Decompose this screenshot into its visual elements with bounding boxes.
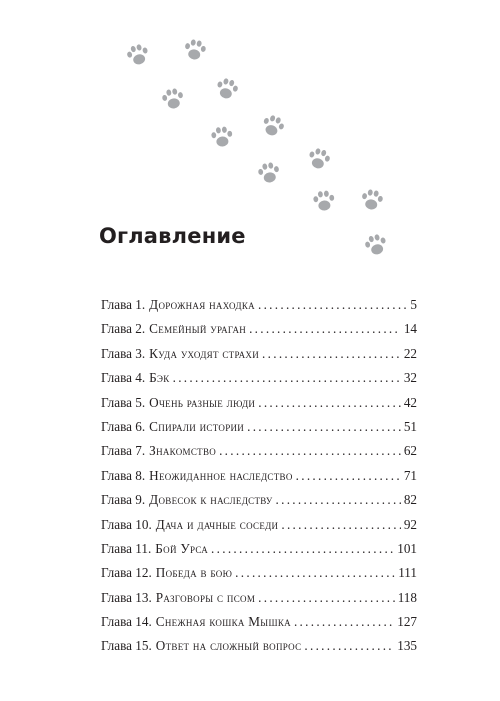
list-item[interactable] bbox=[101, 346, 417, 370]
page-number: 14 bbox=[403, 321, 417, 337]
chapter-number: Глава 12. bbox=[101, 565, 152, 581]
chapter-title: Довесок к наследству bbox=[149, 492, 273, 508]
paw-print-icon bbox=[310, 187, 338, 215]
chapter-title: Дорожная находка bbox=[149, 297, 255, 312]
page-number: 92 bbox=[403, 516, 417, 532]
dot-leader bbox=[294, 614, 394, 630]
dot-leader bbox=[211, 541, 394, 557]
chapter-number: Глава 7. bbox=[101, 443, 146, 459]
page-number: 5 bbox=[410, 297, 417, 312]
list-item[interactable] bbox=[101, 614, 417, 638]
page-number: 101 bbox=[397, 540, 417, 556]
dot-leader bbox=[247, 419, 401, 435]
list-item[interactable] bbox=[101, 492, 417, 516]
dot-leader bbox=[304, 638, 394, 654]
chapter-number: Глава 9. bbox=[101, 492, 146, 508]
list-item[interactable] bbox=[101, 370, 417, 394]
page-number: 111 bbox=[398, 565, 417, 581]
dot-leader bbox=[296, 468, 401, 484]
chapter-number: Глава 14. bbox=[101, 614, 152, 630]
chapter-number: Глава 5. bbox=[101, 394, 146, 410]
chapter-number: Глава 6. bbox=[101, 418, 146, 434]
page-number: 51 bbox=[403, 418, 417, 434]
list-item[interactable] bbox=[101, 541, 417, 565]
paw-print-icon bbox=[360, 229, 392, 261]
chapter-number: Глава 15. bbox=[101, 638, 152, 654]
chapter-title: Куда уходят страхи bbox=[149, 345, 260, 361]
chapter-title: Дача и дачные соседи bbox=[155, 516, 279, 532]
paw-print-icon bbox=[254, 158, 284, 188]
chapter-number: Глава 3. bbox=[101, 345, 146, 361]
list-item[interactable] bbox=[101, 638, 417, 662]
dot-leader bbox=[258, 297, 407, 313]
chapter-title: Семейный ураган bbox=[149, 321, 247, 337]
chapter-number: Глава 10. bbox=[101, 516, 152, 532]
dot-leader bbox=[276, 492, 401, 508]
chapter-number: Глава 1. bbox=[101, 297, 146, 312]
dot-leader bbox=[258, 395, 401, 411]
chapter-title: Спирали истории bbox=[149, 418, 245, 434]
list-item[interactable] bbox=[101, 517, 417, 541]
table-of-contents bbox=[101, 297, 417, 663]
list-item[interactable] bbox=[101, 468, 417, 492]
chapter-number: Глава 2. bbox=[101, 321, 146, 337]
chapter-title: Знакомство bbox=[149, 443, 217, 459]
list-item[interactable] bbox=[101, 395, 417, 419]
page-number: 42 bbox=[403, 394, 417, 410]
list-item[interactable] bbox=[101, 321, 417, 345]
page-number: 127 bbox=[397, 614, 417, 630]
page-title: Оглавление bbox=[99, 224, 246, 248]
list-item[interactable] bbox=[101, 443, 417, 467]
list-item[interactable] bbox=[101, 297, 417, 321]
dot-leader bbox=[173, 370, 401, 386]
paw-print-icon bbox=[357, 185, 387, 215]
paw-print-icon bbox=[256, 109, 289, 142]
page-number: 62 bbox=[403, 443, 417, 459]
chapter-title: Победа в бою bbox=[155, 565, 233, 581]
dot-leader bbox=[235, 565, 395, 581]
chapter-title: Неожиданное наследство bbox=[149, 467, 293, 483]
dot-leader bbox=[219, 443, 401, 459]
dot-leader bbox=[281, 517, 400, 533]
chapter-title: Очень разные люди bbox=[149, 394, 256, 410]
chapter-title: Бой Урса bbox=[155, 540, 209, 556]
chapter-number: Глава 11. bbox=[101, 540, 152, 556]
dot-leader bbox=[258, 590, 395, 606]
paw-print-icon bbox=[158, 84, 188, 114]
paw-print-icon bbox=[122, 39, 154, 71]
chapter-title: Ответ на сложный вопрос bbox=[155, 638, 302, 654]
paw-print-icon bbox=[303, 143, 335, 175]
chapter-title: Снежная кошка Мышка bbox=[155, 614, 291, 630]
dot-leader bbox=[262, 346, 401, 362]
paw-print-icon bbox=[180, 35, 210, 65]
list-item[interactable] bbox=[101, 419, 417, 443]
list-item[interactable] bbox=[101, 565, 417, 589]
chapter-number: Глава 8. bbox=[101, 467, 146, 483]
chapter-number: Глава 4. bbox=[101, 370, 146, 386]
paw-print-icon bbox=[208, 123, 236, 151]
paw-trail bbox=[0, 0, 500, 270]
page-number: 32 bbox=[403, 370, 417, 386]
page-number: 118 bbox=[397, 589, 417, 605]
page-number: 22 bbox=[403, 345, 417, 361]
list-item[interactable] bbox=[101, 590, 417, 614]
chapter-title: Разговоры с псом bbox=[155, 589, 256, 605]
paw-print-icon bbox=[211, 73, 243, 105]
dot-leader bbox=[249, 321, 401, 337]
chapter-number: Глава 13. bbox=[101, 589, 152, 605]
page-number: 82 bbox=[403, 492, 417, 508]
chapter-title: Бэк bbox=[149, 370, 170, 386]
page-number: 71 bbox=[403, 467, 417, 483]
page-number: 135 bbox=[397, 638, 417, 654]
